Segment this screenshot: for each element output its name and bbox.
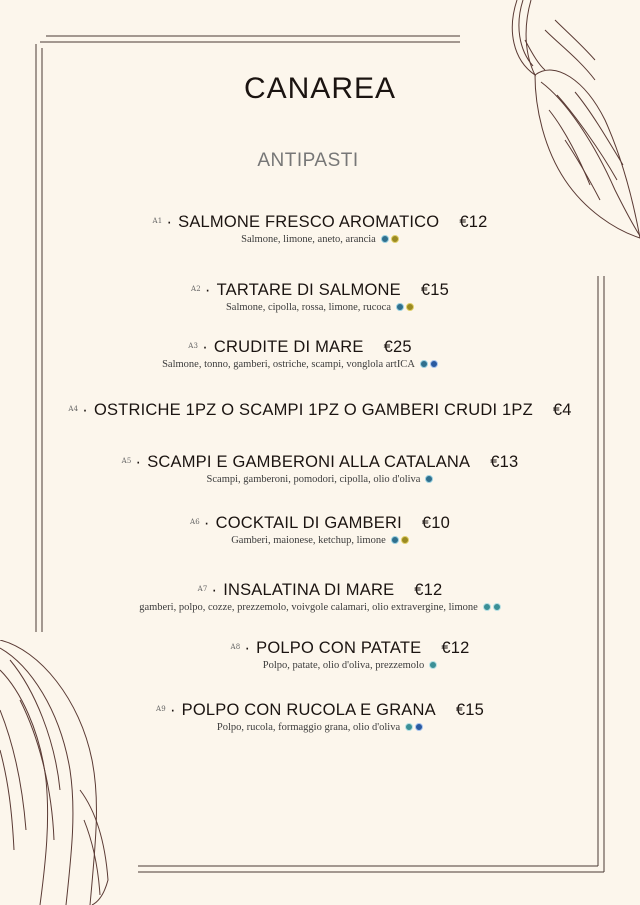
mollusc-allergen-icon	[406, 303, 414, 311]
item-name: INSALATINA DI MARE	[223, 581, 395, 599]
item-description	[0, 234, 640, 245]
item-code: A8	[230, 643, 241, 651]
fish-allergen-icon	[493, 603, 501, 611]
item-price: €12	[459, 213, 488, 231]
fish-allergen-icon	[405, 723, 413, 731]
fish-allergen-icon	[415, 723, 423, 731]
fish-allergen-icon	[425, 475, 433, 483]
item-price: €15	[420, 281, 449, 299]
item-price: €10	[421, 514, 450, 532]
item-code: A5	[121, 457, 132, 465]
item-separator: ·	[244, 639, 251, 657]
restaurant-title: CANAREA	[243, 72, 397, 105]
item-price: €25	[383, 338, 412, 356]
menu-item	[30, 639, 640, 671]
item-description	[0, 535, 640, 546]
item-ingredients: Salmone, tonno, gamberi, ostriche, scampi, vonglola artICA	[162, 359, 415, 370]
fish-allergen-icon	[381, 235, 389, 243]
leaf-illustration-top-right	[505, 0, 640, 245]
item-code: A3	[188, 342, 199, 350]
item-ingredients: Scampi, gamberoni, pomodori, cipolla, olio d'oliva	[206, 474, 421, 485]
menu-item	[0, 401, 640, 420]
mollusc-allergen-icon	[401, 536, 409, 544]
menu-item	[0, 453, 640, 485]
section-heading: ANTIPASTI	[257, 150, 359, 171]
item-name: SALMONE FRESCO AROMATICO	[178, 213, 440, 231]
menu-item	[0, 514, 640, 546]
item-name: CRUDITE DI MARE	[213, 338, 364, 356]
item-price: €13	[490, 453, 519, 471]
item-separator: ·	[166, 213, 173, 231]
item-separator: ·	[202, 338, 208, 356]
mollusc-allergen-icon	[391, 235, 399, 243]
item-name: POLPO CON RUCOLA E GRANA	[181, 701, 436, 719]
item-separator: ·	[203, 514, 210, 532]
item-code: A7	[197, 585, 208, 593]
menu-item	[0, 338, 620, 370]
item-name: COCKTAIL DI GAMBERI	[215, 514, 402, 532]
fish-allergen-icon	[429, 661, 437, 669]
item-code: A9	[156, 705, 166, 713]
item-description	[0, 474, 640, 485]
menu-item	[0, 581, 640, 613]
item-description	[0, 602, 640, 613]
item-name: OSTRICHE 1PZ O SCAMPI 1PZ O GAMBERI CRUDI 1PZ	[93, 401, 533, 419]
item-price: €12	[441, 639, 470, 657]
item-name: SCAMPI E GAMBERONI ALLA CATALANA	[147, 453, 471, 471]
item-separator: ·	[82, 401, 88, 419]
item-code: A2	[191, 285, 201, 293]
item-separator: ·	[211, 581, 218, 599]
item-name: POLPO CON PATATE	[256, 639, 422, 657]
item-separator: ·	[169, 701, 176, 719]
item-code: A6	[189, 518, 200, 526]
item-price: €4	[552, 401, 572, 419]
item-ingredients: Salmone, limone, aneto, arancia	[241, 234, 376, 245]
item-ingredients: Gamberi, maionese, ketchup, limone	[231, 535, 386, 546]
menu-item	[0, 281, 640, 313]
item-ingredients: Polpo, patate, olio d'oliva, prezzemolo	[262, 660, 425, 671]
menu-item	[0, 701, 640, 733]
item-separator: ·	[135, 453, 142, 471]
leaf-illustration-bottom-left	[0, 640, 110, 905]
fish-allergen-icon	[420, 360, 428, 368]
item-ingredients: Polpo, rucola, formaggio grana, olio d'oliva	[216, 722, 401, 733]
fish-allergen-icon	[391, 536, 399, 544]
item-separator: ·	[204, 281, 211, 299]
item-price: €12	[414, 581, 443, 599]
fish-allergen-icon	[396, 303, 404, 311]
item-code: A4	[68, 405, 79, 413]
item-description	[0, 722, 640, 733]
menu-item	[0, 213, 640, 245]
item-ingredients: gamberi, polpo, cozze, prezzemolo, voivgole calamari, olio extravergine, limone	[139, 602, 478, 613]
fish-allergen-icon	[483, 603, 491, 611]
item-code: A1	[152, 217, 163, 225]
item-description	[30, 660, 640, 671]
item-name: TARTARE DI SALMONE	[216, 281, 401, 299]
fish-allergen-icon	[430, 360, 438, 368]
item-price: €15	[455, 701, 484, 719]
item-ingredients: Salmone, cipolla, rossa, limone, rucoca	[225, 302, 392, 313]
item-description	[0, 302, 640, 313]
item-description	[0, 359, 620, 370]
